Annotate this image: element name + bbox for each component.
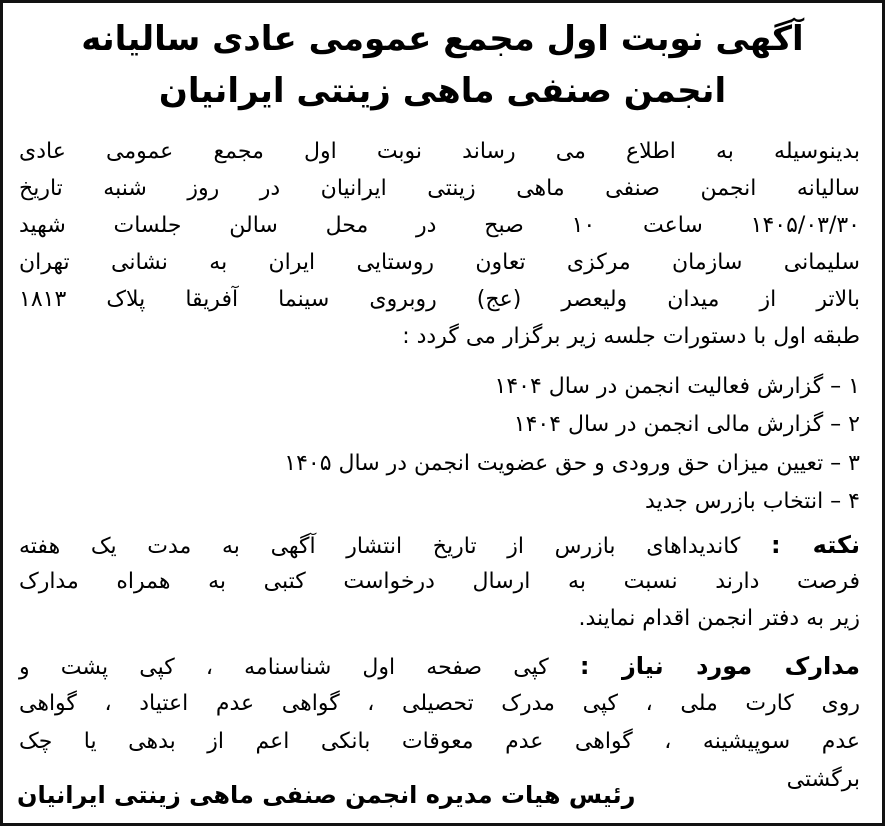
intro-line: بدینوسیله به اطلاع می رساند نوبت اول مجمع عمومی عادی (19, 139, 860, 164)
notice-title: آگهی نوبت اول مجمع عمومی عادی سالیانه (81, 19, 804, 59)
required-docs-line: برگشتی (786, 767, 860, 792)
required-docs-line (19, 649, 860, 685)
required-docs-line: عدم سوپیشینه ، گواهی عدم معوقات بانکی اعم از بدهی یا چک (19, 729, 860, 754)
intro-line: بالاتر از میدان ولیعصر (عج) روبروی سینما آفریقا پلاک ۱۸۱۳ (19, 287, 860, 312)
intro-line: ۱۴۰۵/۰۳/۳۰ ساعت ۱۰ صبح در محل سالن جلسات شهید (19, 213, 860, 238)
association-name: انجمن صنفی ماهی زینتی ایرانیان (158, 71, 727, 111)
intro-line: طبقه اول با دستورات جلسه زیر برگزار می گردد : (402, 324, 860, 349)
note-line (19, 528, 860, 564)
required-docs-text: کپی صفحه اول شناسنامه ، کپی پشت و (19, 655, 549, 680)
agenda-item: ۲ – گزارش مالی انجمن در سال ۱۴۰۴ (513, 412, 860, 437)
agenda-item: ۴ – انتخاب بازرس جدید (644, 489, 860, 514)
agenda-item: ۳ – تعیین میزان حق ورودی و حق عضویت انجمن در سال ۱۴۰۵ (284, 451, 860, 476)
intro-line: سالیانه انجمن صنفی ماهی زینتی ایرانیان در روز شنبه تاریخ (19, 176, 860, 201)
signature: رئیس هیات مدیره انجمن صنفی ماهی زینتی ایرانیان (17, 781, 636, 809)
intro-line: سلیمانی سازمان مرکزی تعاون روستایی ایران به نشانی تهران (19, 250, 860, 275)
note-text: کاندیداهای بازرس از تاریخ انتشار آگهی به مدت یک هفته (19, 534, 741, 559)
required-docs-line: روی کارت ملی ، کپی مدرک تحصیلی ، گواهی عدم اعتیاد ، گواهی (19, 691, 860, 716)
note-line: زیر به دفتر انجمن اقدام نمایند. (578, 606, 860, 631)
note-line: فرصت دارند نسبت به ارسال درخواست کتبی به همراه مدارک (19, 569, 860, 594)
agenda-item: ۱ – گزارش فعالیت انجمن در سال ۱۴۰۴ (494, 374, 860, 399)
note-label: نکته : (771, 531, 860, 559)
required-docs-label: مدارک مورد نیاز : (579, 652, 860, 680)
